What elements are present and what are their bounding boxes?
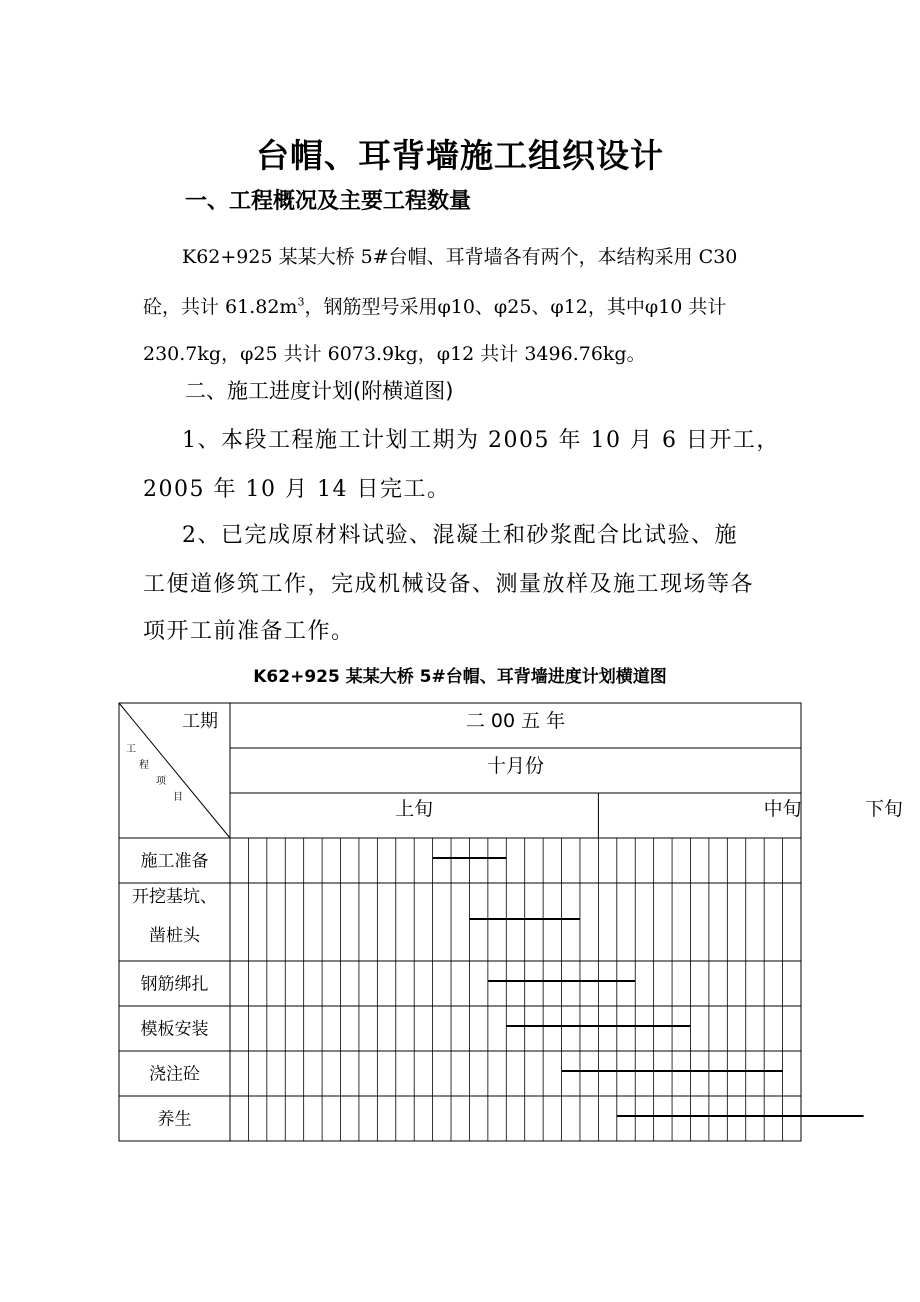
task-name: 开挖基坑、 xyxy=(132,887,217,907)
corner-label-item-char: 工 xyxy=(126,744,136,755)
task-name: 养生 xyxy=(157,1109,192,1130)
gantt-title: K62+925 某某大桥 5#台帽、耳背墙进度计划横道图 xyxy=(253,667,667,687)
item2-line1: 2、已完成原材料试验、混凝土和砂浆配合比试验、施 xyxy=(182,523,738,548)
section1-heading: 一、工程概况及主要工程数量 xyxy=(185,189,472,214)
item2-line3: 项开工前准备工作。 xyxy=(143,619,355,644)
table-frame xyxy=(119,703,801,1141)
section1-line2-b: ，钢筋型号采用φ10、φ25、φ12，其中φ10 共计 xyxy=(304,296,727,318)
period-label: 中旬 xyxy=(763,798,802,820)
corner-label-item-char: 项 xyxy=(156,776,166,787)
cubic-superscript: 3 xyxy=(297,295,305,309)
year-label: 二 00 五 年 xyxy=(465,710,566,732)
corner-label-item-char: 目 xyxy=(173,792,183,803)
document-title: 台帽、耳背墙施工组织设计 xyxy=(256,136,664,175)
task-name: 凿桩头 xyxy=(149,926,200,946)
corner-label-period: 工期 xyxy=(182,711,218,732)
section2-heading: 二、施工进度计划(附横道图) xyxy=(185,379,454,403)
period-label: 上旬 xyxy=(395,798,434,820)
item2-line2: 工便道修筑工作，完成机械设备、测量放样及施工现场等各 xyxy=(143,572,755,597)
section1-line3: 230.7kg，φ25 共计 6073.9kg，φ12 共计 3496.76kg。 xyxy=(143,343,646,365)
task-name: 浇注砼 xyxy=(149,1064,200,1085)
section1-line1: K62+925 某某大桥 5#台帽、耳背墙各有两个，本结构采用 C30 xyxy=(182,246,738,268)
item1-line1: 1、本段工程施工计划工期为 2005 年 10 月 6 日开工， xyxy=(182,428,780,453)
task-name: 钢筋绑扎 xyxy=(140,974,209,995)
section1-line2-a: 砼，共计 61.82m xyxy=(143,296,298,318)
item1-line2: 2005 年 10 月 14 日完工。 xyxy=(143,477,451,502)
month-label: 十月份 xyxy=(486,755,545,777)
task-name: 模板安装 xyxy=(140,1019,209,1040)
task-name: 施工准备 xyxy=(140,851,209,872)
period-label: 下旬 xyxy=(864,798,903,820)
corner-label-item-char: 程 xyxy=(139,760,149,771)
